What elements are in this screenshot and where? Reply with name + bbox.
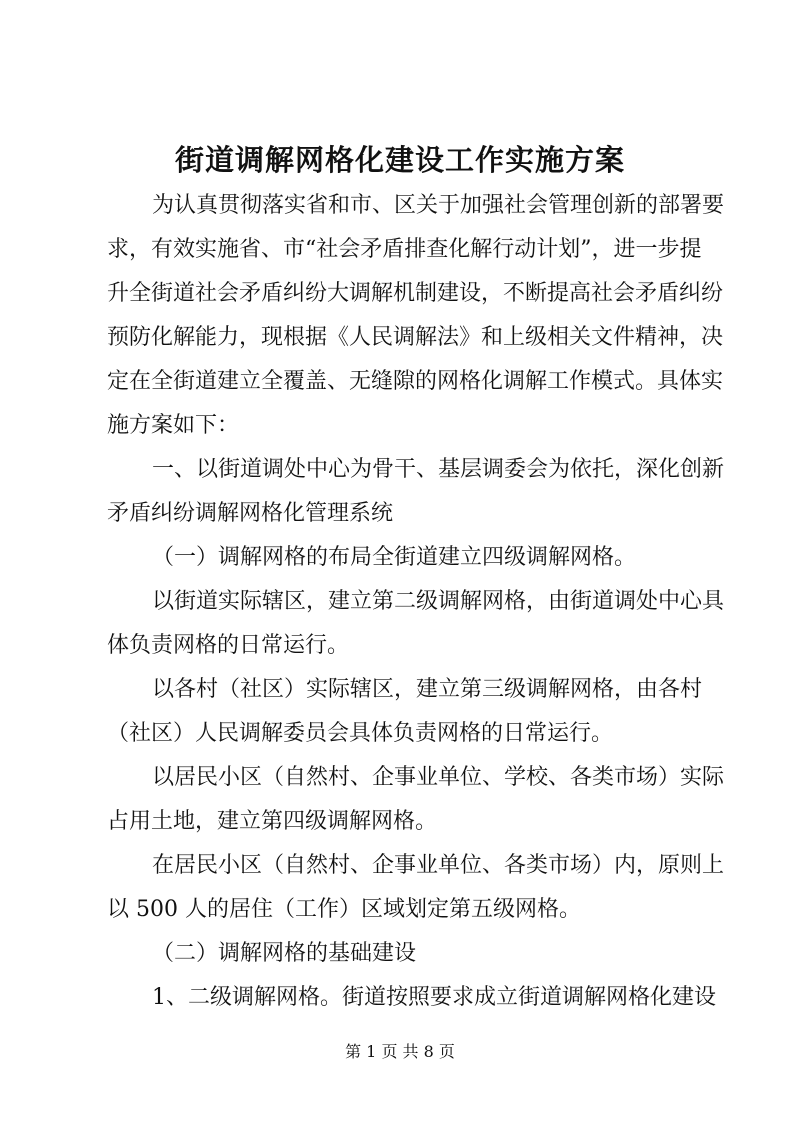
page-number-footer: 第 1 页 共 8 页: [345, 1042, 455, 1061]
subsection-heading: （二）调解网格的基础建设: [152, 941, 417, 966]
paragraph-line: 以 500 人的居住（工作）区域划定第五级网格。: [107, 897, 581, 922]
section-heading-line: 一、以街道调处中心为骨干、基层调委会为依托，深化创新: [152, 457, 725, 482]
paragraph-line: 施方案如下：: [107, 413, 240, 438]
paragraph-line: 以居民小区（自然村、企事业单位、学校、各类市场）实际: [152, 765, 725, 790]
subsection-heading: （一）调解网格的布局全街道建立四级调解网格。: [152, 545, 637, 570]
paragraph-line: 以街道实际辖区，建立第二级调解网格，由街道调处中心具: [152, 589, 725, 614]
paragraph-line: 占用土地，建立第四级调解网格。: [107, 809, 438, 834]
paragraph-line: 在居民小区（自然村、企事业单位、各类市场）内，原则上: [152, 853, 725, 878]
paragraph-line: 求，有效实施省、市“社会矛盾排查化解行动计划”，进一步提: [107, 237, 702, 262]
section-heading-line: 矛盾纠纷调解网格化管理系统: [107, 501, 394, 526]
paragraph-line: 预防化解能力，现根据《人民调解法》和上级相关文件精神，决: [107, 325, 724, 350]
paragraph-line: （社区）人民调解委员会具体负责网格的日常运行。: [107, 721, 614, 746]
paragraph-line: 1、二级调解网格。街道按照要求成立街道调解网格化建设: [152, 985, 716, 1010]
paragraph-line: 以各村（社区）实际辖区，建立第三级调解网格，由各村: [152, 677, 703, 702]
paragraph-line: 为认真贯彻落实省和市、区关于加强社会管理创新的部署要: [152, 193, 725, 218]
paragraph-line: 升全街道社会矛盾纠纷大调解机制建设，不断提高社会矛盾纠纷: [107, 281, 724, 306]
paragraph-line: 体负责网格的日常运行。: [107, 633, 350, 658]
document-title: 街道调解网格化建设工作实施方案: [174, 143, 625, 177]
paragraph-line: 定在全街道建立全覆盖、无缝隙的网格化调解工作模式。具体实: [107, 369, 724, 394]
